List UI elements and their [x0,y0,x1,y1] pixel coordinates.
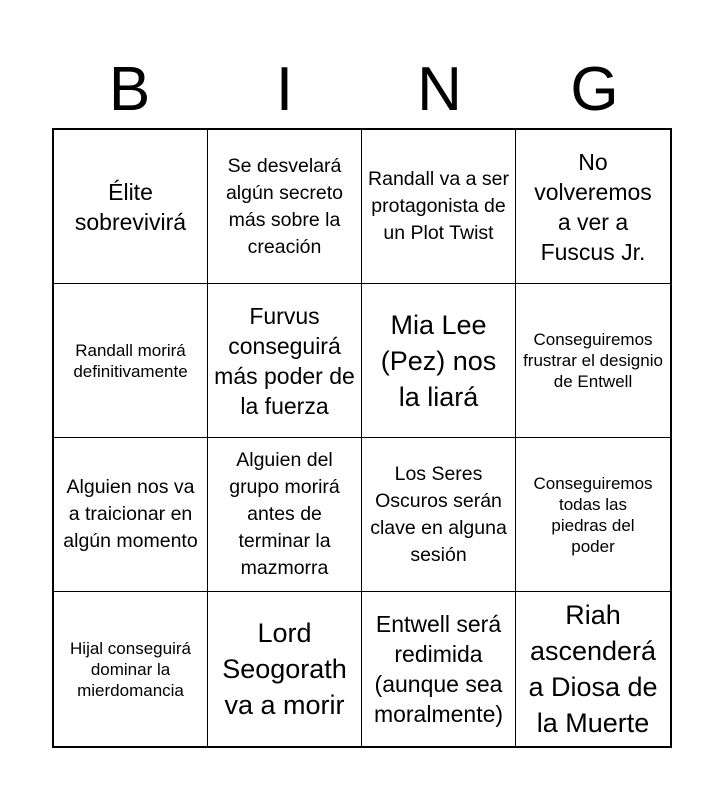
cell-text: Se desvelará algún secreto más sobre la creación [225,154,344,258]
cell-text: Randall morirá definitivamente [73,340,188,381]
cell-text: Los Seres Oscuros serán clave en alguna sesión [370,462,507,566]
bingo-cell[interactable] [516,592,670,746]
cell-text: Conseguiremos todas las piedras del poder [533,473,653,556]
bingo-cell[interactable] [362,592,516,746]
cell-text: Alguien del grupo morirá antes de terminar la mazmorra [229,449,340,579]
bingo-cell[interactable] [208,284,362,438]
bingo-cell[interactable] [362,438,516,592]
bingo-board [52,128,672,748]
cell-text: Furvus conseguirá más poder de la fuerza [214,302,355,419]
bingo-cell[interactable] [362,130,516,284]
header-letter-i: I [275,55,294,124]
cell-text: Élite sobrevivirá [74,178,187,235]
bingo-cell[interactable] [362,284,516,438]
bingo-cell[interactable] [208,130,362,284]
bingo-cell[interactable] [516,284,670,438]
bingo-cell[interactable] [54,284,208,438]
bingo-cell[interactable] [54,438,208,592]
header-letter-b: B [108,55,151,124]
bingo-cell[interactable] [54,592,208,746]
cell-text: Randall va a ser protagonista de un Plot Twist [368,168,509,244]
bingo-cell[interactable] [208,592,362,746]
cell-text: Mia Lee (Pez) nos la liará [380,309,497,412]
cell-text: Lord Seogorath va a morir [222,618,347,720]
cell-text: Riah ascenderá a Diosa de la Muerte [528,600,658,738]
cell-text: Hijal conseguirá dominar la mierdomancia [70,638,191,700]
bingo-cell[interactable] [516,438,670,592]
cell-text: Conseguiremos frustrar el designio de Entwell [523,330,663,391]
bingo-header [52,52,672,128]
bingo-cell[interactable] [54,130,208,284]
bingo-cell[interactable] [516,130,670,284]
header-letter-g: G [570,55,619,124]
cell-text: Alguien nos va a traicionar en algún momento [63,476,198,552]
cell-text: Entwell será redimida (aunque sea moralmente) [373,611,504,727]
header-letter-n: N [417,55,462,124]
bingo-cell[interactable] [208,438,362,592]
cell-text: No volveremos a ver a Fuscus Jr. [534,148,652,265]
